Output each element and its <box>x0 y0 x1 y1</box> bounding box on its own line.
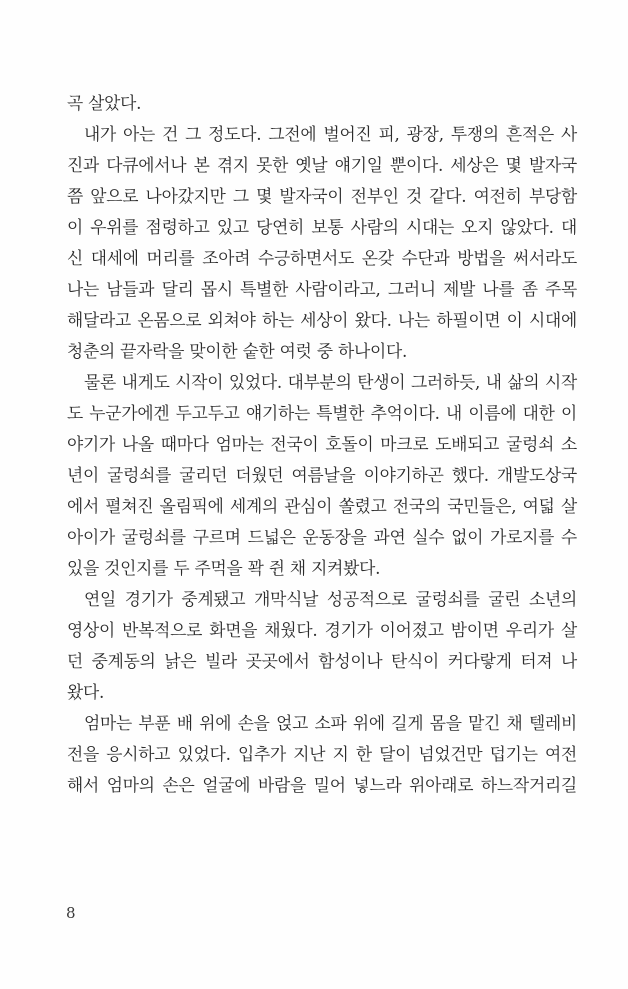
paragraph-first-line: 엄마는 부푼 배 위에 손을 얹고 소파 위에 길게 몸을 맡긴 채 텔레비 <box>84 713 577 733</box>
text-line: 던 중계동의 낡은 빌라 곳곳에서 함성이나 탄식이 커다랗게 터져 나 <box>67 651 577 671</box>
text-line: 아이가 굴렁쇠를 구르며 드넓은 운동장을 과연 실수 없이 가로지를 수 <box>67 527 577 547</box>
body-text <box>67 88 577 801</box>
paragraph-first-line: 내가 아는 건 그 정도다. 그전에 벌어진 피, 광장, 투쟁의 흔적은 사 <box>84 124 577 144</box>
text-line: 전을 응시하고 있었다. 입추가 지난 지 한 달이 넘었건만 덥기는 여전 <box>67 744 577 764</box>
paragraph-first-line: 연일 경기가 중계됐고 개막식날 성공적으로 굴렁쇠를 굴린 소년의 <box>84 589 577 609</box>
text-line: 야기가 나올 때마다 엄마는 전국이 호돌이 마크로 도배되고 굴렁쇠 소 <box>67 434 577 454</box>
text-line: 년이 굴렁쇠를 굴리던 더웠던 여름날을 이야기하곤 했다. 개발도상국 <box>67 465 577 485</box>
text-line: 진과 다큐에서나 본 겪지 못한 옛날 얘기일 뿐이다. 세상은 몇 발자국 <box>67 155 577 175</box>
text-line: 왔다. <box>67 682 105 702</box>
page-number: 8 <box>66 904 76 922</box>
text-line: 청춘의 끝자락을 맞이한 숱한 여럿 중 하나이다. <box>67 341 408 361</box>
text-line: 에서 펼쳐진 올림픽에 세계의 관심이 쏠렸고 전국의 국민들은, 여덟 살 <box>67 496 577 516</box>
text-line: 해서 엄마의 손은 얼굴에 바람을 밀어 넣느라 위아래로 하느작거리길 <box>67 775 577 795</box>
text-line: 쯤 앞으로 나아갔지만 그 몇 발자국이 전부인 것 같다. 여전히 부당함 <box>67 186 577 206</box>
paragraph-first-line: 물론 내게도 시작이 있었다. 대부분의 탄생이 그러하듯, 내 삶의 시작 <box>84 372 577 392</box>
text-line: 있을 것인지를 두 주먹을 꽉 쥔 채 지켜봤다. <box>67 558 381 578</box>
text-line: 이 우위를 점령하고 있고 당연히 보통 사람의 시대는 오지 않았다. 대 <box>67 217 577 237</box>
text-line: 신 대세에 머리를 조아려 수긍하면서도 온갖 수단과 방법을 써서라도 <box>67 248 577 268</box>
text-line: 곡 살았다. <box>67 93 142 113</box>
text-line: 해달라고 온몸으로 외쳐야 하는 세상이 왔다. 나는 하필이면 이 시대에 <box>67 310 577 330</box>
text-line: 나는 남들과 달리 몹시 특별한 사람이라고, 그러니 제발 나를 좀 주목 <box>67 279 577 299</box>
text-line: 영상이 반복적으로 화면을 채웠다. 경기가 이어졌고 밤이면 우리가 살 <box>67 620 577 640</box>
text-line: 도 누군가에겐 두고두고 얘기하는 특별한 추억이다. 내 이름에 대한 이 <box>67 403 577 423</box>
